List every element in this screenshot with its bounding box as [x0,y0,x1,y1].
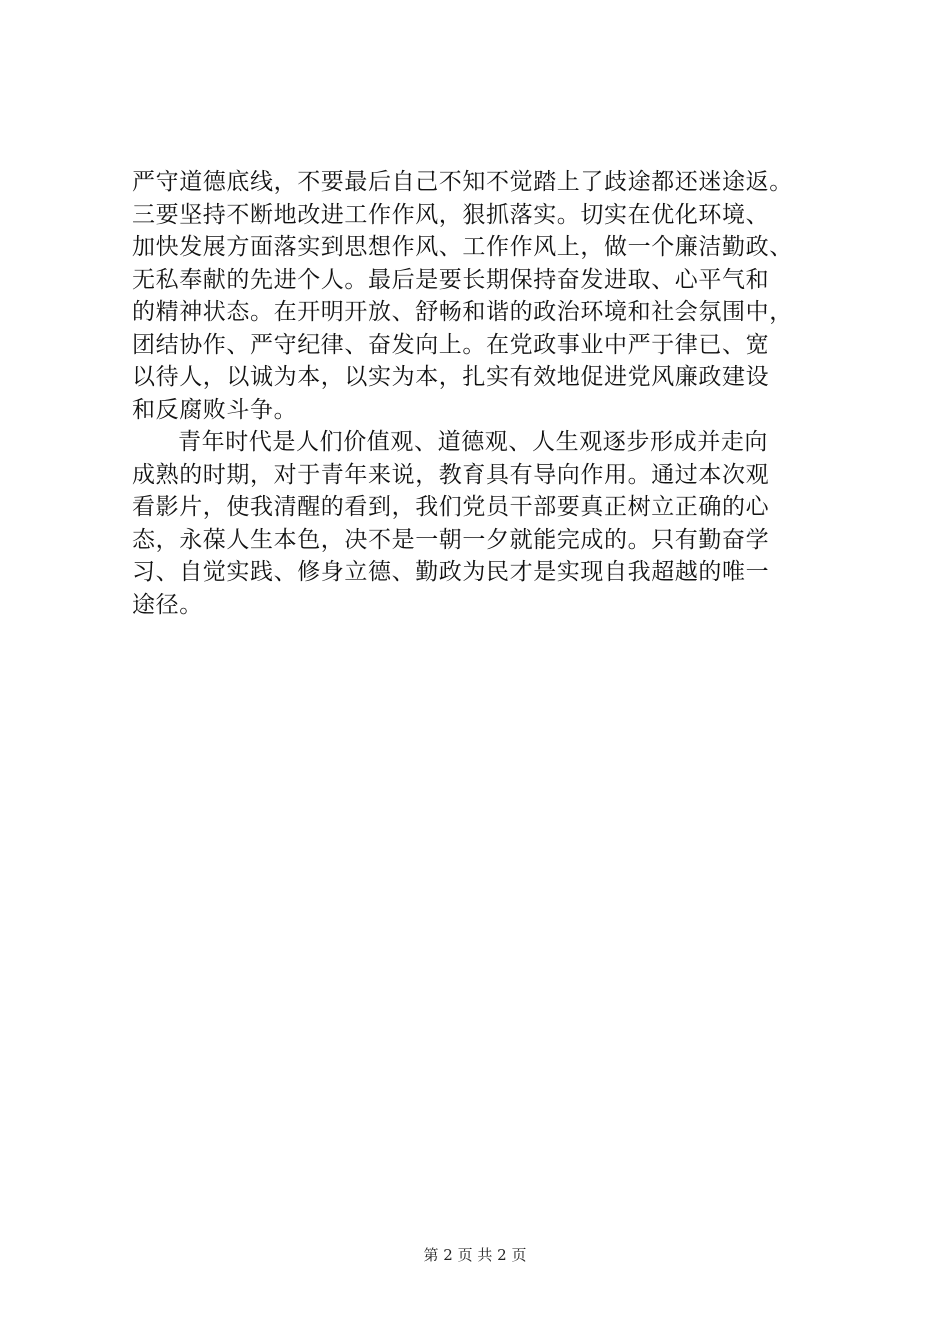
paragraph-2-line-2: 成熟的时期，对于青年来说，教育具有导向作用。通过本次观 [132,461,770,488]
paragraph-2-line-1: 青年时代是人们价值观、道德观、人生观逐步形成并走向 [178,429,768,455]
paragraph-2-line-3: 看影片，使我清醒的看到，我们党员干部要真正树立正确的心 [132,494,770,520]
paragraph-2-line-5: 习、自觉实践、修身立德、勤政为民才是实现自我超越的唯一 [132,559,770,585]
paragraph-1-line-7: 以待人，以诚为本，以实为本，扎实有效地促进党风廉政建设 [132,364,770,390]
paragraph-2-line-4: 态，永葆人生本色，决不是一朝一夕就能完成的。只有勤奋学 [132,526,770,553]
paragraph-1-line-8: 和反腐败斗争。 [132,396,298,423]
paragraph-1-line-4: 无私奉献的先进个人。最后是要长期保持奋发进取、心平气和 [132,266,770,293]
paragraph-1-line-3: 加快发展方面落实到思想作风、工作作风上，做一个廉洁勤政、 [132,234,793,260]
page-indicator: 第 2 页 共 2 页 [423,1246,527,1264]
paragraph-1-line-1: 严守道德底线，不要最后自己不知不觉踏上了歧途都还迷途返。 [132,169,793,195]
document-body [132,166,852,621]
paragraph-1-line-2: 三要坚持不断地改进工作作风，狠抓落实。切实在优化环境、 [132,201,770,228]
page-footer [0,1244,950,1266]
paragraph-1-line-5: 的精神状态。在开明开放、舒畅和谐的政治环境和社会氛围中， [132,299,793,325]
paragraph-2-line-6: 途径。 [132,591,203,618]
paragraph-1-line-6: 团结协作、严守纪律、奋发向上。在党政事业中严于律已、宽 [132,331,770,358]
